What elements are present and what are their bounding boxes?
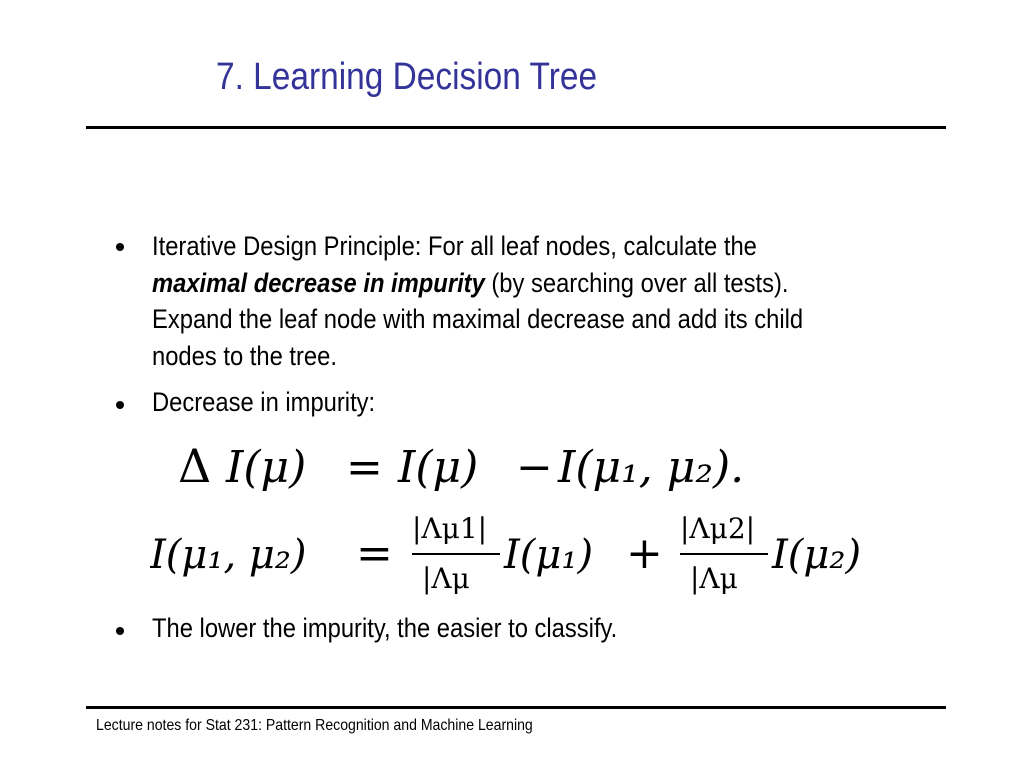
fraction-numerator: |Λμ2| — [680, 512, 756, 545]
formula-term: I(μ) — [398, 442, 479, 493]
formula-plus: + — [626, 528, 663, 579]
fraction-denominator: |Λμ — [422, 562, 470, 595]
formula-equals: = — [346, 442, 383, 493]
formula-weighted-impurity — [150, 508, 910, 609]
fraction-numerator: |Λμ1| — [412, 512, 488, 545]
bullet-iterative-design — [152, 228, 856, 374]
emphasis-text: maximal decrease in impurity — [152, 267, 485, 298]
bullet-dot — [116, 627, 124, 635]
formula-minus: − — [516, 442, 553, 493]
formula-term: I(μ₂) — [772, 532, 862, 578]
formula-lhs: I(μ₁, μ₂) — [150, 532, 307, 578]
formula-delta: Δ — [178, 439, 212, 493]
formula-lhs: I(μ) — [226, 442, 307, 493]
bullet-line: Expand the leaf node with maximal decrease and add its child — [152, 304, 804, 334]
bullet-line — [152, 265, 856, 302]
formula-term: I(μ₁, μ₂). — [558, 442, 745, 493]
formula-term: I(μ₁) — [504, 532, 594, 578]
fraction-denominator: |Λμ — [690, 562, 738, 595]
bullet-decrease-impurity: Decrease in impurity: — [152, 387, 376, 417]
footer-divider — [86, 706, 946, 709]
title-divider — [86, 126, 946, 129]
bullet-dot — [116, 401, 124, 409]
bullet-line-rest: (by searching over all tests). — [484, 267, 789, 298]
slide-title: 7. Learning Decision Tree — [216, 56, 598, 98]
formula-decrease-impurity — [178, 438, 798, 503]
bullet-line: nodes to the tree. — [152, 340, 337, 371]
footer-text: Lecture notes for Stat 231: Pattern Recognition and Machine Learning — [96, 717, 533, 734]
bullet-line: Iterative Design Principle: For all leaf nodes, calculate the — [152, 231, 757, 261]
bullet-dot — [116, 243, 124, 251]
formula-equals: = — [356, 528, 393, 579]
bullet-lower-impurity: The lower the impurity, the easier to classify. — [152, 613, 618, 643]
